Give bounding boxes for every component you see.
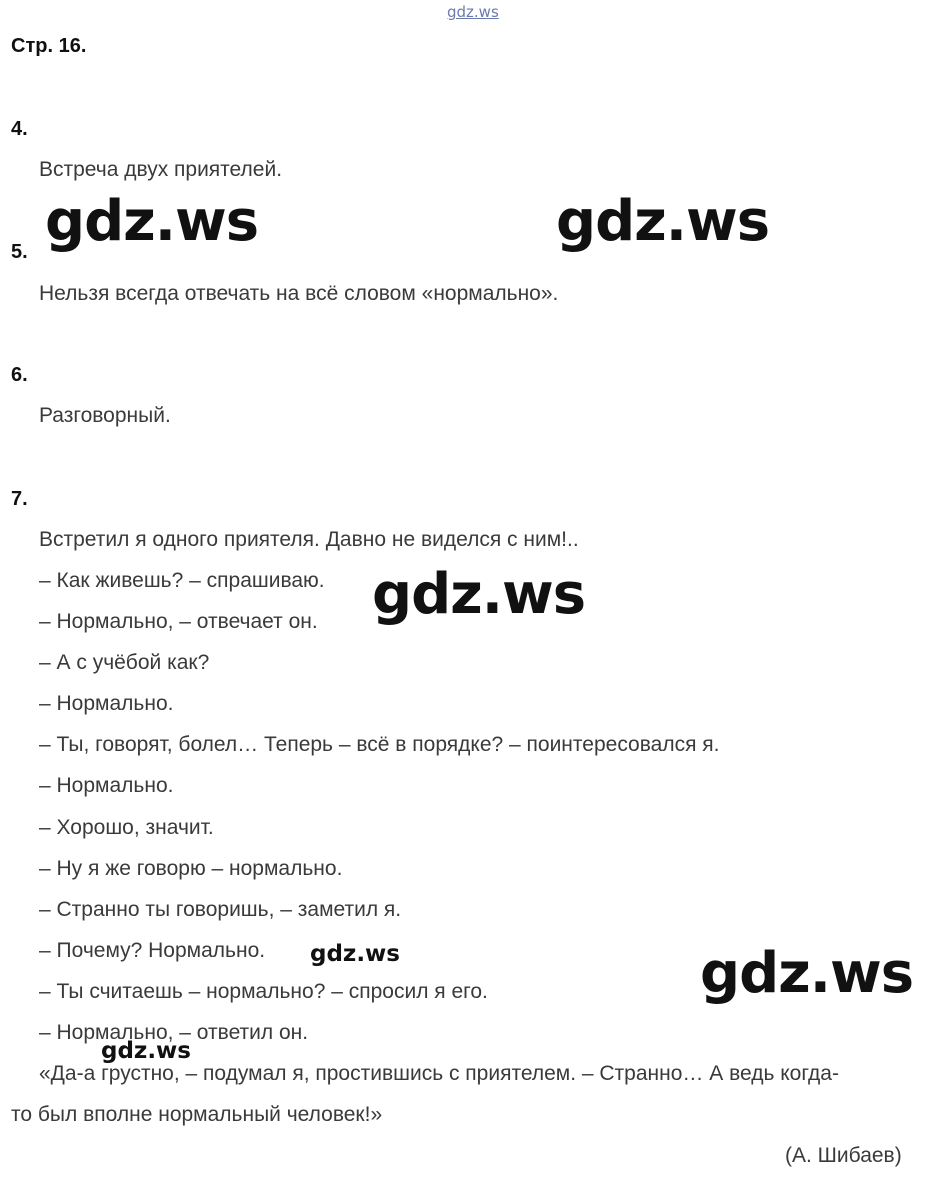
task-7-line: – Хорошо, значит.: [39, 816, 214, 839]
task-7-number: 7.: [11, 488, 28, 510]
watermark: gdz.ws: [556, 189, 770, 254]
watermark: gdz.ws: [372, 562, 586, 627]
task-7-line: то был вполне нормальный человек!»: [11, 1103, 383, 1126]
task-7-line: – Ну я же говорю – нормально.: [39, 857, 343, 880]
task-7-line: – Нормально, – отвечает он.: [39, 610, 318, 633]
task-7-line: – Нормально, – ответил он.: [39, 1021, 309, 1044]
task-4-answer: Встреча двух приятелей.: [39, 158, 283, 181]
task-7-line: – Нормально.: [39, 774, 174, 797]
top-watermark-link[interactable]: gdz.ws: [447, 3, 499, 21]
task-4-number: 4.: [11, 118, 28, 140]
task-6-number: 6.: [11, 364, 28, 386]
watermark: gdz.ws: [700, 941, 914, 1006]
task-5-answer: Нельзя всегда отвечать на всё словом «нормально».: [39, 282, 559, 305]
task-7-line: «Да-а грустно, – подумал я, простившись с приятелем. – Странно… А ведь когда-: [39, 1062, 839, 1085]
task-5-number: 5.: [11, 241, 28, 263]
watermark: gdz.ws: [101, 1038, 191, 1064]
task-7-line: – Как живешь? – спрашиваю.: [39, 569, 325, 592]
page-header: Стр. 16.: [11, 35, 87, 57]
task-6-answer: Разговорный.: [39, 404, 171, 427]
task-7-line: – Странно ты говоришь, – заметил я.: [39, 898, 402, 921]
watermark: gdz.ws: [45, 189, 259, 254]
task-7-line: – Ты, говорят, болел… Теперь – всё в порядке? – поинтересовался я.: [39, 733, 720, 756]
task-7-author: (А. Шибаев): [785, 1144, 902, 1167]
task-7-line: Встретил я одного приятеля. Давно не виделся с ним!..: [39, 528, 579, 551]
task-7-line: – Почему? Нормально.: [39, 939, 266, 962]
task-7-line: – Нормально.: [39, 692, 174, 715]
task-7-line: – Ты считаешь – нормально? – спросил я его.: [39, 980, 488, 1003]
task-7-line: – А с учёбой как?: [39, 651, 210, 674]
watermark: gdz.ws: [310, 941, 400, 967]
